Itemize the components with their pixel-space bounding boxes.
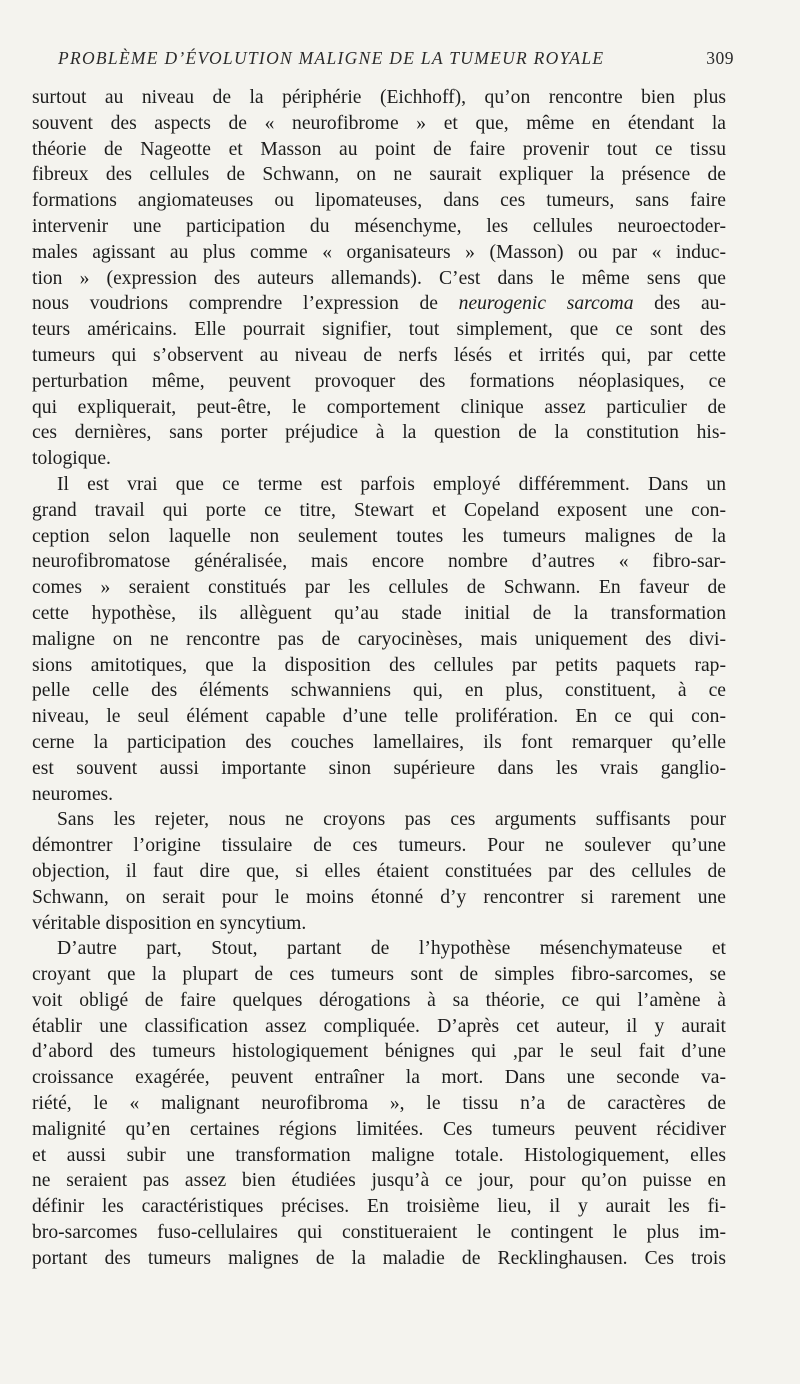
text-line: Schwann, on serait pour le moins étonné d’y rencontrer si rarement une: [32, 886, 726, 908]
italic-term: neurogenic sarcoma: [458, 293, 634, 315]
text-line: nous voudrions comprendre l’expression de neurogenic sarcoma des au-: [32, 293, 726, 315]
text-line: est souvent aussi importante sinon supérieure dans les vrais ganglio-: [32, 757, 726, 779]
text-line: croissance exagérée, peuvent entraîner la mort. Dans une seconde va-: [32, 1067, 726, 1089]
text-line: souvent des aspects de « neurofibrome » et que, même en étendant la: [32, 112, 726, 134]
text-line: males agissant au plus comme « organisateurs » (Masson) ou par « induc-: [32, 241, 726, 263]
text-line: cette hypothèse, ils allèguent qu’au stade initial de la transformation: [32, 602, 726, 624]
text-line: teurs américains. Elle pourrait signifier, tout simplement, que ce sont des: [32, 319, 726, 341]
text-line: comes » seraient constitués par les cellules de Schwann. En faveur de: [32, 577, 726, 599]
text-line: perturbation même, peuvent provoquer des formations néoplasiques, ce: [32, 370, 726, 392]
text-line: malignité qu’en certaines régions limitées. Ces tumeurs peuvent récidiver: [32, 1118, 726, 1140]
text-line: intervenir une participation du mésenchyme, les cellules neuroectoder-: [32, 215, 726, 237]
text-line: ces dernières, sans porter préjudice à la question de la constitution his-: [32, 422, 726, 444]
text-line: ne seraient pas assez bien étudiées jusqu’à ce jour, pour qu’on puisse en: [32, 1170, 726, 1192]
text-line: d’abord des tumeurs histologiquement bénignes qui ,par le seul fait d’une: [32, 1041, 726, 1063]
text-line: Il est vrai que ce terme est parfois employé différemment. Dans un: [57, 473, 726, 495]
text-line: neurofibromatose généralisée, mais encore nombre d’autres « fibro-sar-: [32, 551, 726, 573]
text-line: maligne on ne rencontre pas de caryocinèses, mais uniquement des divi-: [32, 628, 726, 650]
text-line: grand travail qui porte ce titre, Stewart et Copeland exposent une con-: [32, 499, 726, 521]
paragraph: [32, 807, 726, 936]
text-line: tumeurs qui s’observent au niveau de nerfs lésés et irrités qui, par cette: [32, 344, 726, 366]
text-line: pelle celle des éléments schwanniens qui, en plus, constituent, à ce: [32, 680, 726, 702]
text-line: et aussi subir une transformation maligne totale. Histologiquement, elles: [32, 1144, 726, 1166]
running-title: PROBLÈME D’ÉVOLUTION MALIGNE DE LA TUMEUR ROYALE: [58, 48, 605, 68]
text-line: véritable disposition en syncytium.: [32, 912, 307, 934]
text-line: niveau, le seul élément capable d’une telle prolifération. En ce qui con-: [32, 706, 726, 728]
text-line: définir les caractéristiques précises. En troisième lieu, il y aurait les fi-: [32, 1196, 726, 1218]
text-line: bro-sarcomes fuso-cellulaires qui constitueraient le contingent le plus im-: [32, 1222, 726, 1244]
text-line: neuromes.: [32, 783, 114, 805]
text-line: formations angiomateuses ou lipomateuses, dans ces tumeurs, sans faire: [32, 190, 726, 212]
text-line: voit obligé de faire quelques dérogations à sa théorie, ce qui l’amène à: [32, 989, 726, 1011]
text-line: ception selon laquelle non seulement toutes les tumeurs malignes de la: [32, 525, 726, 547]
text-line: tologique.: [32, 448, 111, 470]
text-line: fibreux des cellules de Schwann, on ne saurait expliquer la présence de: [32, 164, 726, 186]
text-line: portant des tumeurs malignes de la maladie de Recklinghausen. Ces trois: [32, 1247, 726, 1269]
running-head: [58, 48, 734, 74]
text-line: Sans les rejeter, nous ne croyons pas ces arguments suffisants pour: [57, 809, 726, 831]
text-line: surtout au niveau de la périphérie (Eichhoff), qu’on rencontre bien plus: [32, 87, 726, 108]
paragraph: [32, 472, 726, 807]
body-text: [32, 85, 726, 1272]
text-line: théorie de Nageotte et Masson au point de faire provenir tout ce tissu: [32, 138, 726, 160]
text-line: sions amitotiques, que la disposition des cellules par petits paquets rap-: [32, 654, 726, 676]
text-line: croyant que la plupart de ces tumeurs sont de simples fibro-sarcomes, se: [32, 964, 726, 986]
text-line: objection, il faut dire que, si elles étaient constituées par des cellules de: [32, 860, 726, 882]
text-line: riété, le « malignant neurofibroma », le tissu n’a de caractères de: [32, 1093, 726, 1115]
text-line: D’autre part, Stout, partant de l’hypothèse mésenchymateuse et: [57, 938, 726, 960]
text-line: démontrer l’origine tissulaire de ces tumeurs. Pour ne soulever qu’une: [32, 835, 726, 857]
text-line: établir une classification assez compliquée. D’après cet auteur, il y aurait: [32, 1015, 726, 1037]
text-line: cerne la participation des couches lamellaires, ils font remarquer qu’elle: [32, 731, 726, 753]
page-number: 309: [706, 48, 734, 68]
text-line: tion » (expression des auteurs allemands). C’est dans le même sens que: [32, 267, 726, 289]
paragraph: [32, 936, 726, 1271]
paragraph: [32, 85, 726, 472]
text-line: qui expliquerait, peut-être, le comportement clinique assez particulier de: [32, 396, 726, 418]
